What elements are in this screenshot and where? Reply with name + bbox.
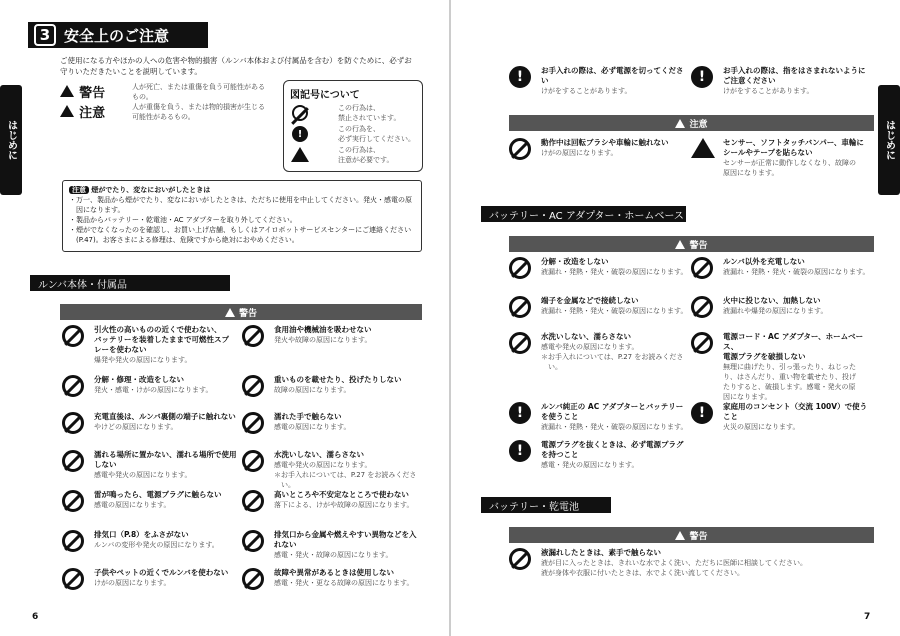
- section2-warning-label: 警告: [689, 531, 708, 542]
- item-title: 排気口（P.8）をふさがない: [94, 530, 189, 539]
- notice-heading: 煙がでたり、変なにおいがしたときは: [91, 186, 211, 194]
- item-desc: 原因になります。: [723, 169, 779, 177]
- item-title: い: [541, 76, 549, 85]
- item-title: シールやテープを貼らない: [723, 148, 813, 157]
- prohibited-icon: [509, 138, 531, 160]
- section-title-body: ルンバ本体・付属品: [30, 275, 230, 291]
- symbol-desc: この行為は、 注意が必要です。: [338, 146, 394, 164]
- symbols-box: [283, 80, 423, 172]
- prohibited-icon: [62, 450, 84, 472]
- item-desc: 液漏れ・発熱・発火・破裂の原因になります。: [541, 423, 688, 431]
- item-desc: い。: [541, 363, 562, 371]
- safety-item: [691, 257, 876, 277]
- warning-label: 警告: [79, 86, 106, 101]
- symbols-title: 図記号について: [290, 90, 360, 101]
- mandatory-icon: !: [691, 66, 713, 88]
- item-title: お手入れの際は、指をはさまれないように: [723, 66, 866, 75]
- prohibited-icon: [62, 568, 84, 590]
- safety-item: [62, 490, 240, 510]
- item-desc: 発火・感電・けがの原因になります。: [94, 386, 213, 394]
- prohibited-icon: [62, 530, 84, 552]
- warning-icon: [225, 308, 235, 317]
- side-tab: はじめに: [0, 85, 22, 195]
- safety-item: [242, 450, 427, 490]
- item-title: 水洗いしない、濡らさない: [274, 450, 364, 459]
- page-number: 7: [864, 612, 871, 622]
- item-desc: 爆発や発火の原因になります。: [94, 356, 192, 364]
- item-desc: 感電や発火の原因になります。: [274, 461, 372, 469]
- item-title: 液漏れしたときは、素手で触らない: [541, 548, 661, 557]
- item-desc: やけどの原因になります。: [94, 423, 178, 431]
- item-desc: 火災の原因になります。: [723, 423, 800, 431]
- notice-line: ・製品からバッテリー・乾電池・AC アダプターを取り外してください。: [69, 216, 297, 224]
- item-title: しない: [94, 460, 117, 469]
- item-title: 水洗いしない、濡らさない: [541, 332, 631, 341]
- notice-line: ・万一、製品から煙がでたり、変なにおいがしたときは、ただちに使用を中止してください。発火・感電の原: [69, 196, 412, 204]
- prohibited-icon: [509, 257, 531, 279]
- safety-item: [509, 402, 689, 432]
- warning-triangle-icon: [60, 85, 74, 97]
- safety-item: [242, 490, 427, 510]
- item-desc: 感電・発火の原因になります。: [541, 461, 639, 469]
- intro-line: 守りいただきたいことを説明しています。: [60, 67, 202, 76]
- item-desc: い。: [274, 481, 295, 489]
- item-desc: 液漏れ・発熱・発火・破裂の原因になります。: [541, 268, 688, 276]
- prohibited-icon: [691, 296, 713, 318]
- item-desc: 感電・発火・故障の原因になります。: [274, 551, 393, 559]
- item-desc: 液漏れ・発熱・発火・破裂の原因になります。: [541, 307, 688, 315]
- prohibited-icon: [242, 490, 264, 512]
- section-warning-bar: [60, 304, 422, 320]
- notice-line: (P.47)。お客さまによる修理は、危険ですから絶対におやめください。: [69, 236, 299, 244]
- section1-warning-bar: [509, 236, 874, 252]
- item-desc: けがの原因になります。: [94, 579, 171, 587]
- item-desc: けがをすることがあります。: [723, 87, 814, 95]
- safety-item: [509, 548, 874, 578]
- item-title: 電源プラグを抜くときは、必ず電源プラグ: [541, 440, 684, 449]
- safety-item: [62, 530, 240, 550]
- item-desc: たりすると、破損します。感電・発火の原: [723, 383, 856, 391]
- item-desc: 因になります。: [723, 393, 772, 401]
- right-page: [451, 0, 900, 636]
- item-desc: 液が目に入ったときは、きれいな水でよく洗い、ただちに医師に相談してください。: [541, 559, 807, 567]
- item-desc: 感電の原因になります。: [94, 501, 171, 509]
- safety-item: [509, 138, 689, 158]
- item-title: センサー、ソフトタッチバンパー、車輪に: [723, 138, 864, 147]
- safety-item: [242, 568, 427, 588]
- item-desc: 液漏れ・発熱・発火・破裂の原因になります。: [723, 268, 870, 276]
- safety-item: [691, 138, 876, 178]
- item-title: 故障や異常があるときは使用しない: [274, 568, 394, 577]
- item-desc: ルンバの変形や発火の原因になります。: [94, 541, 219, 549]
- item-desc: り、はさんだり、重い物を載せたり、投げ: [723, 373, 856, 381]
- item-title: 高いところや不安定なところで使わない: [274, 490, 409, 499]
- chapter-number: 3: [34, 24, 56, 46]
- safety-item: [691, 402, 876, 432]
- item-title: 子供やペットの近くでルンバを使わない: [94, 568, 229, 577]
- safety-item: [62, 450, 240, 480]
- prohibited-icon: [242, 375, 264, 397]
- item-title: を使うこと: [541, 412, 579, 421]
- mandatory-icon: !: [509, 66, 531, 88]
- prohibited-icon: [242, 530, 264, 552]
- notice-box: [62, 180, 422, 252]
- caution-icon: [675, 119, 685, 128]
- safety-item: [691, 296, 876, 316]
- safety-item: [242, 375, 427, 395]
- prohibited-icon: [242, 568, 264, 590]
- left-page: [0, 0, 449, 636]
- section1-warning-label: 警告: [689, 240, 708, 251]
- warning-legend: [60, 82, 105, 101]
- caution-desc: [132, 102, 272, 122]
- prohibited-icon: [62, 490, 84, 512]
- caution-label: 注意: [79, 106, 106, 121]
- prohibited-icon: [242, 325, 264, 347]
- item-title: 電源コード・AC アダプター、ホームベース、: [723, 332, 864, 351]
- safety-item: [509, 257, 689, 277]
- item-title: レーを使わない: [94, 345, 147, 354]
- section-title-battery: バッテリー・乾電池: [481, 497, 611, 513]
- item-title: 火中に投じない、加熱しない: [723, 296, 821, 305]
- item-title: 電源プラグを破損しない: [723, 352, 806, 361]
- caution-bar: [509, 115, 874, 131]
- prohibited-icon: [242, 450, 264, 472]
- notice-tag: 注意: [69, 186, 89, 194]
- page-number: 6: [32, 612, 39, 622]
- warning-icon: [675, 240, 685, 249]
- safety-item: [62, 568, 240, 588]
- intro-text: [60, 55, 430, 77]
- mandatory-icon: !: [292, 126, 308, 142]
- item-title: ルンバ純正の AC アダプターとバッテリー: [541, 402, 684, 411]
- item-title: を持つこと: [541, 450, 579, 459]
- section-title-battery-adapter: バッテリー・AC アダプター・ホームベース: [481, 206, 686, 222]
- caution-icon: [291, 147, 309, 166]
- prohibited-icon: [509, 296, 531, 318]
- intro-line: ご使用になる方やほかの人への危害や物的損害（ルンバ本体および付属品を含む）を防ぐために、必ずお: [60, 56, 412, 65]
- item-title: 引火性の高いものの近くで使わない、: [94, 325, 222, 334]
- symbol-desc: この行為は、 禁止されています。: [338, 104, 401, 122]
- item-title: 重いものを載せたり、投げたりしない: [274, 375, 402, 384]
- item-desc: 故障の原因になります。: [274, 386, 351, 394]
- item-title: お手入れの際は、必ず電源を切ってくださ: [541, 66, 684, 75]
- item-desc: ＊お手入れについては、P.27 をお読みくださ: [274, 471, 417, 479]
- mandatory-icon: !: [509, 402, 531, 424]
- safety-item: [509, 440, 689, 470]
- item-title: ご注意ください: [723, 76, 776, 85]
- item-desc: 無理に曲げたり、引っ張ったり、ねじった: [723, 363, 856, 371]
- safety-item: [62, 325, 240, 365]
- prohibited-icon: [242, 412, 264, 434]
- item-title: ルンバ以外を充電しない: [723, 257, 805, 266]
- item-desc: けがの原因になります。: [541, 149, 618, 157]
- item-desc: 感電・発火・更なる故障の原因になります。: [274, 579, 414, 587]
- prohibited-icon: [691, 332, 713, 354]
- item-title: 動作中は回転ブラシや車輪に触れない: [541, 138, 669, 147]
- safety-item: [691, 332, 876, 402]
- prohibited-icon: [62, 375, 84, 397]
- notice-line: 因になります。: [69, 206, 125, 214]
- item-title: 端子を金属などで接続しない: [541, 296, 639, 305]
- item-title: 家庭用のコンセント（交流 100V）で使う: [723, 402, 868, 411]
- mandatory-icon: !: [691, 402, 713, 424]
- safety-item: [62, 375, 240, 395]
- prohibited-icon: [509, 548, 531, 570]
- safety-item: [509, 332, 689, 372]
- safety-item: [62, 412, 240, 432]
- item-desc: 落下による、けがや故障の原因になります。: [274, 501, 414, 509]
- item-desc: 感電の原因になります。: [274, 423, 351, 431]
- safety-item: [242, 530, 427, 560]
- item-desc: センサーが正常に動作しなくなり、故障の: [723, 159, 856, 167]
- safety-item: [242, 325, 427, 345]
- item-desc: 液が身体や衣服に付いたときは、水でよく洗い流してください。: [541, 569, 744, 577]
- warning-icon: [675, 531, 685, 540]
- section2-warning-bar: [509, 527, 874, 543]
- item-title: 分解・修理・改造をしない: [94, 375, 184, 384]
- safety-item: [509, 296, 689, 316]
- prohibited-icon: [691, 257, 713, 279]
- item-title: 濡れる場所に置かない、濡れる場所で使用: [94, 450, 237, 459]
- item-title: こと: [723, 412, 738, 421]
- chapter-header: [28, 22, 208, 48]
- side-tab: はじめに: [878, 85, 900, 195]
- item-title: 雷が鳴ったら、電源プラグに触らない: [94, 490, 222, 499]
- symbol-desc: この行為を、 必ず実行してください。: [338, 125, 415, 143]
- warning-desc-line: 人が死亡、または重傷を負う可能性がある: [132, 83, 265, 91]
- item-desc: けがをすることがあります。: [541, 87, 632, 95]
- prohibited-icon: [62, 412, 84, 434]
- caution-desc-line: 人が重傷を負う、または物的損害が生じる: [132, 103, 265, 111]
- section-warning-label: 警告: [238, 308, 257, 319]
- prohibited-icon: [292, 105, 308, 121]
- item-title: 濡れた手で触らない: [274, 412, 342, 421]
- caution-legend: [60, 102, 105, 121]
- mandatory-icon: !: [509, 440, 531, 462]
- item-title: 分解・改造をしない: [541, 257, 609, 266]
- item-title: 充電直後は、ルンバ裏側の端子に触れない: [94, 412, 236, 421]
- safety-item: [509, 66, 689, 96]
- prohibited-icon: [62, 325, 84, 347]
- safety-item: [691, 66, 876, 96]
- caution-desc-line: 可能性があるもの。: [132, 113, 195, 121]
- item-desc: 液漏れや爆発の原因になります。: [723, 307, 828, 315]
- item-title: 食用油や機械油を吸わせない: [274, 325, 372, 334]
- item-title: れない: [274, 540, 297, 549]
- safety-item: [242, 412, 427, 432]
- caution-icon: [691, 138, 715, 162]
- warning-desc-line: もの。: [132, 93, 153, 101]
- caution-triangle-icon: [60, 105, 74, 117]
- chapter-title: 安全上のご注意: [64, 26, 170, 45]
- warning-desc: [132, 82, 272, 102]
- item-desc: 感電や発火の原因になります。: [94, 471, 192, 479]
- item-title: 排気口から金属や燃えやすい異物などを入: [274, 530, 417, 539]
- caution-bar-label: 注意: [689, 119, 708, 130]
- item-desc: 発火や故障の原因になります。: [274, 336, 372, 344]
- item-desc: 感電や発火の原因になります。: [541, 343, 639, 351]
- prohibited-icon: [509, 332, 531, 354]
- notice-line: ・煙がでなくなったのを確認し、お買い上げ店舗、もしくはアイロボットサービスセンターにご連絡ください: [69, 226, 412, 234]
- item-desc: ＊お手入れについては、P.27 をお読みくださ: [541, 353, 684, 361]
- item-title: バッテリーを装着したままで可燃性スプ: [94, 335, 229, 344]
